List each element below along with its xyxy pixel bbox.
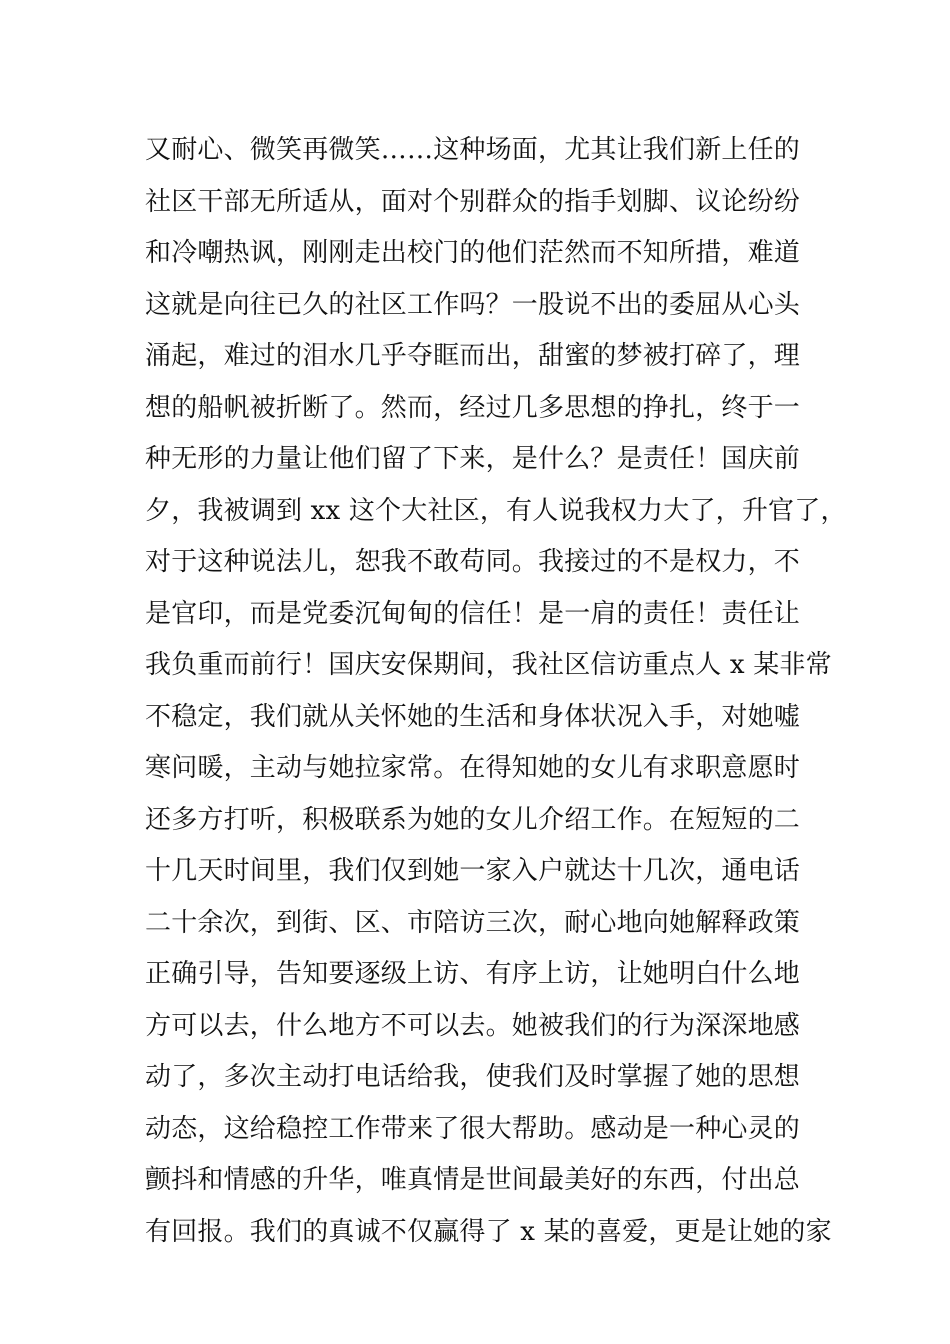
text-line: 颤抖和情感的升华，唯真情是世间最美好的东西，付出总 [145, 1165, 801, 1195]
text-line: 动了，多次主动打电话给我，使我们及时掌握了她的思想 [145, 1062, 801, 1092]
text-line: 是官印，而是党委沉甸甸的信任！是一肩的责任！责任让 [145, 598, 801, 629]
text-line: 涌起，难过的泪水几乎夺眶而出，甜蜜的梦被打碎了，理 [145, 341, 801, 371]
text-line: 十几天时间里，我们仅到她一家入户就达十几次，通电话 [145, 856, 801, 886]
text-line: 社区干部无所适从，面对个别群众的指手划脚、议论纷纷 [145, 186, 801, 217]
body-text [145, 125, 847, 1258]
text-line: 还多方打听，积极联系为她的女儿介绍工作。在短短的二 [145, 804, 801, 835]
text-line: 方可以去，什么地方不可以去。她被我们的行为深深地感 [145, 1010, 801, 1041]
text-line: 又耐心、微笑再微笑……这种场面，尤其让我们新上任的 [145, 135, 801, 165]
text-line: 我负重而前行！国庆安保期间，我社区信访重点人 x 某非常 [145, 650, 832, 680]
text-line: 正确引导，告知要逐级上访、有序上访，让她明白什么地 [145, 959, 801, 989]
text-line: 对于这种说法儿，恕我不敢苟同。我接过的不是权力，不 [145, 547, 801, 577]
text-line: 夕，我被调到 xx 这个大社区，有人说我权力大了，升官了， [145, 495, 847, 526]
text-line: 想的船帆被折断了。然而，经过几多思想的挣扎，终于一 [145, 392, 801, 423]
text-line: 这就是向往已久的社区工作吗？一股说不出的委屈从心头 [145, 289, 801, 320]
text-line: 和冷嘲热讽，刚刚走出校门的他们茫然而不知所措，难道 [145, 238, 801, 268]
text-line: 动态，这给稳控工作带来了很大帮助。感动是一种心灵的 [145, 1113, 801, 1144]
text-line: 不稳定，我们就从关怀她的生活和身体状况入手，对她嘘 [145, 701, 801, 732]
text-line: 有回报。我们的真诚不仅赢得了 x 某的喜爱，更是让她的家 [145, 1216, 832, 1247]
text-line: 种无形的力量让他们留了下来，是什么？是责任！国庆前 [145, 444, 801, 474]
text-line: 寒问暖，主动与她拉家常。在得知她的女儿有求职意愿时 [145, 753, 801, 783]
text-line: 二十余次，到街、区、市陪访三次，耐心地向她解释政策 [145, 907, 801, 938]
